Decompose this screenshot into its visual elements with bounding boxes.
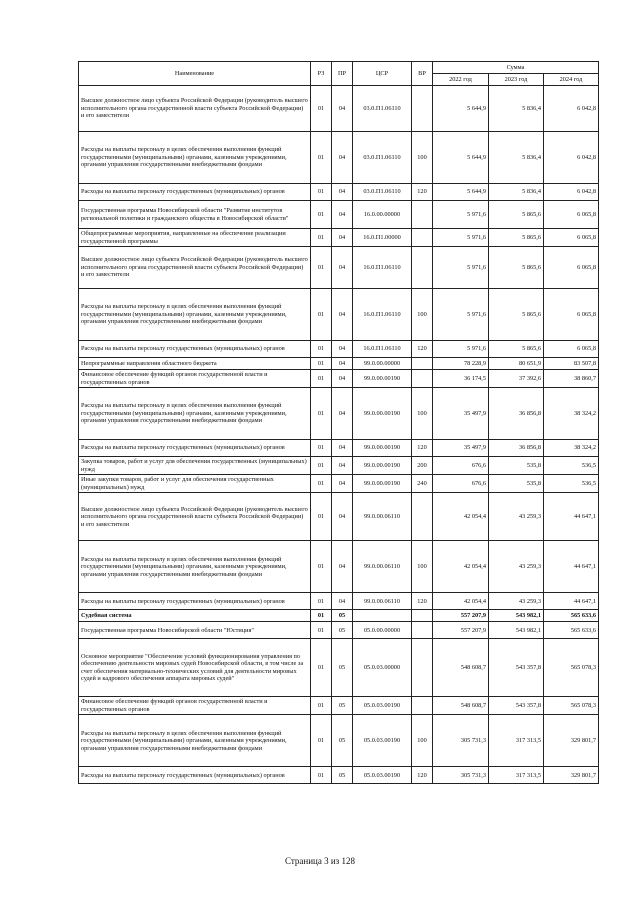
cell-y1: 42 054,4 bbox=[433, 493, 489, 541]
cell-y1: 5 971,6 bbox=[433, 247, 489, 289]
cell-y2: 43 259,3 bbox=[489, 593, 544, 610]
cell-vr: 120 bbox=[412, 767, 433, 784]
cell-name: Расходы на выплаты персоналу в целях обеспечения выполнения функций государственными (муниципальными) органами, казенными учреждениями, органами управления государственными внебюджетными фондами bbox=[79, 388, 311, 440]
cell-y3: 38 324,2 bbox=[544, 440, 599, 457]
cell-csr bbox=[353, 610, 412, 622]
table-row bbox=[79, 289, 599, 341]
cell-csr: 05.0.03.00190 bbox=[353, 715, 412, 767]
cell-csr: 99.0.00.06110 bbox=[353, 593, 412, 610]
cell-y3: 38 860,7 bbox=[544, 370, 599, 388]
cell-vr bbox=[412, 229, 433, 247]
cell-rz: 01 bbox=[311, 593, 332, 610]
cell-vr bbox=[412, 358, 433, 370]
budget-table bbox=[78, 61, 599, 784]
cell-csr: 16.0.00.00000 bbox=[353, 201, 412, 229]
cell-y3: 565 633,6 bbox=[544, 622, 599, 639]
col-header-csr: ЦСР bbox=[353, 62, 412, 86]
table-row bbox=[79, 697, 599, 715]
cell-y1: 5 644,9 bbox=[433, 86, 489, 132]
cell-y1: 676,6 bbox=[433, 457, 489, 475]
table-row bbox=[79, 86, 599, 132]
cell-y3: 38 324,2 bbox=[544, 388, 599, 440]
cell-vr bbox=[412, 697, 433, 715]
cell-y3: 565 078,3 bbox=[544, 697, 599, 715]
cell-y3: 44 647,1 bbox=[544, 493, 599, 541]
cell-pr: 05 bbox=[332, 715, 353, 767]
cell-pr: 04 bbox=[332, 440, 353, 457]
table-row bbox=[79, 639, 599, 697]
cell-y1: 5 971,6 bbox=[433, 229, 489, 247]
cell-rz: 01 bbox=[311, 388, 332, 440]
table-row bbox=[79, 201, 599, 229]
cell-rz: 01 bbox=[311, 86, 332, 132]
table-row bbox=[79, 541, 599, 593]
cell-y2: 317 313,5 bbox=[489, 767, 544, 784]
cell-y2: 543 357,8 bbox=[489, 639, 544, 697]
table-row bbox=[79, 610, 599, 622]
cell-y1: 78 228,9 bbox=[433, 358, 489, 370]
cell-y1: 35 497,9 bbox=[433, 440, 489, 457]
cell-vr bbox=[412, 639, 433, 697]
table-row bbox=[79, 184, 599, 201]
cell-pr: 04 bbox=[332, 184, 353, 201]
cell-y3: 536,5 bbox=[544, 475, 599, 493]
cell-csr: 99.0.00.00000 bbox=[353, 358, 412, 370]
cell-rz: 01 bbox=[311, 493, 332, 541]
cell-rz: 01 bbox=[311, 639, 332, 697]
cell-vr: 100 bbox=[412, 289, 433, 341]
cell-rz: 01 bbox=[311, 247, 332, 289]
cell-y3: 6 042,8 bbox=[544, 132, 599, 184]
cell-csr: 03.0.П1.06110 bbox=[353, 184, 412, 201]
table-row bbox=[79, 622, 599, 639]
cell-y2: 543 982,1 bbox=[489, 610, 544, 622]
cell-y1: 5 971,6 bbox=[433, 341, 489, 358]
cell-rz: 01 bbox=[311, 358, 332, 370]
cell-rz: 01 bbox=[311, 229, 332, 247]
cell-pr: 04 bbox=[332, 247, 353, 289]
cell-pr: 04 bbox=[332, 201, 353, 229]
cell-y3: 83 507,8 bbox=[544, 358, 599, 370]
col-header-name: Наименование bbox=[79, 62, 311, 86]
cell-csr: 16.0.П1.06110 bbox=[353, 247, 412, 289]
cell-y2: 5 836,4 bbox=[489, 132, 544, 184]
cell-y2: 43 259,3 bbox=[489, 493, 544, 541]
cell-y2: 5 865,6 bbox=[489, 229, 544, 247]
cell-pr: 04 bbox=[332, 229, 353, 247]
cell-y2: 5 865,6 bbox=[489, 341, 544, 358]
cell-y1: 5 971,6 bbox=[433, 289, 489, 341]
cell-name: Расходы на выплаты персоналу государственных (муниципальных) органов bbox=[79, 593, 311, 610]
cell-csr: 05.0.03.00190 bbox=[353, 767, 412, 784]
cell-y2: 535,8 bbox=[489, 457, 544, 475]
cell-y2: 80 651,9 bbox=[489, 358, 544, 370]
cell-rz: 01 bbox=[311, 610, 332, 622]
cell-csr: 99.0.00.06110 bbox=[353, 493, 412, 541]
col-header-year-2024: 2024 год bbox=[544, 74, 599, 86]
cell-pr: 04 bbox=[332, 541, 353, 593]
cell-name: Иные закупки товаров, работ и услуг для обеспечения государственных (муниципальных) нужд bbox=[79, 475, 311, 493]
table-row bbox=[79, 440, 599, 457]
cell-pr: 04 bbox=[332, 593, 353, 610]
cell-name: Государственная программа Новосибирской области "Развитие институтов региональной политики и гражданского общества в Новосибирской области" bbox=[79, 201, 311, 229]
cell-rz: 01 bbox=[311, 289, 332, 341]
cell-vr bbox=[412, 493, 433, 541]
cell-csr: 05.0.03.00190 bbox=[353, 697, 412, 715]
col-header-sums: Сумма bbox=[433, 62, 599, 74]
cell-pr: 05 bbox=[332, 622, 353, 639]
cell-y1: 305 731,3 bbox=[433, 715, 489, 767]
cell-y1: 42 054,4 bbox=[433, 541, 489, 593]
cell-csr: 99.0.00.00190 bbox=[353, 440, 412, 457]
cell-rz: 01 bbox=[311, 341, 332, 358]
col-header-year-2023: 2023 год bbox=[489, 74, 544, 86]
cell-pr: 04 bbox=[332, 86, 353, 132]
cell-csr: 99.0.00.00190 bbox=[353, 457, 412, 475]
cell-pr: 04 bbox=[332, 132, 353, 184]
cell-y2: 36 856,8 bbox=[489, 388, 544, 440]
cell-rz: 01 bbox=[311, 440, 332, 457]
cell-y2: 5 836,4 bbox=[489, 184, 544, 201]
cell-y3: 536,5 bbox=[544, 457, 599, 475]
cell-y3: 565 633,6 bbox=[544, 610, 599, 622]
cell-y1: 557 207,9 bbox=[433, 622, 489, 639]
cell-y1: 548 608,7 bbox=[433, 639, 489, 697]
cell-pr: 05 bbox=[332, 639, 353, 697]
cell-vr bbox=[412, 622, 433, 639]
page-number: Страница 3 из 128 bbox=[285, 856, 355, 866]
cell-name: Закупка товаров, работ и услуг для обеспечения государственных (муниципальных) нужд bbox=[79, 457, 311, 475]
cell-name: Финансовое обеспечение функций органов государственной власти и государственных органов bbox=[79, 697, 311, 715]
cell-csr: 99.0.00.06110 bbox=[353, 541, 412, 593]
cell-name: Государственная программа Новосибирской области "Юстиция" bbox=[79, 622, 311, 639]
table-row bbox=[79, 767, 599, 784]
cell-name: Расходы на выплаты персоналу государственных (муниципальных) органов bbox=[79, 341, 311, 358]
cell-pr: 04 bbox=[332, 493, 353, 541]
cell-y3: 6 065,8 bbox=[544, 229, 599, 247]
cell-y1: 5 971,6 bbox=[433, 201, 489, 229]
cell-y3: 6 042,8 bbox=[544, 86, 599, 132]
cell-y1: 557 207,9 bbox=[433, 610, 489, 622]
cell-csr: 99.0.00.00190 bbox=[353, 388, 412, 440]
cell-y1: 305 731,3 bbox=[433, 767, 489, 784]
table-row bbox=[79, 229, 599, 247]
cell-vr bbox=[412, 370, 433, 388]
col-header-vr: ВР bbox=[412, 62, 433, 86]
table-body bbox=[79, 86, 599, 784]
cell-rz: 01 bbox=[311, 184, 332, 201]
cell-csr: 05.0.00.00000 bbox=[353, 622, 412, 639]
cell-name: Расходы на выплаты персоналу государственных (муниципальных) органов bbox=[79, 184, 311, 201]
cell-rz: 01 bbox=[311, 715, 332, 767]
table-row bbox=[79, 247, 599, 289]
cell-y1: 42 054,4 bbox=[433, 593, 489, 610]
cell-name: Высшее должностное лицо субъекта Российской Федерации (руководитель высшего исполнительного органа государственной власти субъекта Российской Федерации) и его заместители bbox=[79, 247, 311, 289]
cell-pr: 04 bbox=[332, 388, 353, 440]
cell-vr: 100 bbox=[412, 541, 433, 593]
cell-vr: 120 bbox=[412, 184, 433, 201]
cell-y2: 36 856,8 bbox=[489, 440, 544, 457]
cell-rz: 01 bbox=[311, 457, 332, 475]
cell-name: Расходы на выплаты персоналу в целях обеспечения выполнения функций государственными (муниципальными) органами, казенными учреждениями, органами управления государственными внебюджетными фондами bbox=[79, 715, 311, 767]
cell-name: Непрограммные направления областного бюджета bbox=[79, 358, 311, 370]
cell-y1: 5 644,9 bbox=[433, 132, 489, 184]
table-row bbox=[79, 475, 599, 493]
cell-y2: 535,8 bbox=[489, 475, 544, 493]
cell-y1: 36 174,5 bbox=[433, 370, 489, 388]
table-row bbox=[79, 358, 599, 370]
cell-csr: 03.0.П1.06110 bbox=[353, 86, 412, 132]
cell-name: Расходы на выплаты персоналу в целях обеспечения выполнения функций государственными (муниципальными) органами, казенными учреждениями, органами управления государственными внебюджетными фондами bbox=[79, 132, 311, 184]
cell-y3: 44 647,1 bbox=[544, 541, 599, 593]
cell-name: Судебная система bbox=[79, 610, 311, 622]
cell-pr: 05 bbox=[332, 767, 353, 784]
cell-name: Расходы на выплаты персоналу государственных (муниципальных) органов bbox=[79, 767, 311, 784]
cell-y3: 6 065,8 bbox=[544, 341, 599, 358]
cell-y3: 565 078,3 bbox=[544, 639, 599, 697]
cell-y2: 5 865,6 bbox=[489, 247, 544, 289]
cell-y2: 5 865,6 bbox=[489, 289, 544, 341]
cell-name: Расходы на выплаты персоналу в целях обеспечения выполнения функций государственными (муниципальными) органами, казенными учреждениями, органами управления государственными внебюджетными фондами bbox=[79, 541, 311, 593]
table-row bbox=[79, 593, 599, 610]
cell-pr: 05 bbox=[332, 697, 353, 715]
col-header-rz: РЗ bbox=[311, 62, 332, 86]
cell-vr bbox=[412, 610, 433, 622]
cell-csr: 16.0.П1.06110 bbox=[353, 289, 412, 341]
cell-y2: 5 865,6 bbox=[489, 201, 544, 229]
cell-y3: 6 065,8 bbox=[544, 289, 599, 341]
cell-pr: 04 bbox=[332, 289, 353, 341]
cell-csr: 16.0.П1.06110 bbox=[353, 341, 412, 358]
cell-name: Расходы на выплаты персоналу государственных (муниципальных) органов bbox=[79, 440, 311, 457]
cell-pr: 04 bbox=[332, 341, 353, 358]
cell-name: Расходы на выплаты персоналу в целях обеспечения выполнения функций государственными (муниципальными) органами, казенными учреждениями, органами управления государственными внебюджетными фондами bbox=[79, 289, 311, 341]
cell-csr: 99.0.00.00190 bbox=[353, 370, 412, 388]
cell-vr: 240 bbox=[412, 475, 433, 493]
cell-rz: 01 bbox=[311, 767, 332, 784]
cell-y2: 543 357,8 bbox=[489, 697, 544, 715]
cell-y3: 329 801,7 bbox=[544, 715, 599, 767]
cell-vr: 100 bbox=[412, 388, 433, 440]
cell-pr: 05 bbox=[332, 610, 353, 622]
cell-rz: 01 bbox=[311, 541, 332, 593]
cell-y3: 44 647,1 bbox=[544, 593, 599, 610]
cell-y3: 6 065,8 bbox=[544, 201, 599, 229]
cell-name: Высшее должностное лицо субъекта Российской Федерации (руководитель высшего исполнительного органа государственной власти субъекта Российской Федерации) и его заместители bbox=[79, 86, 311, 132]
table-row bbox=[79, 370, 599, 388]
cell-vr: 120 bbox=[412, 341, 433, 358]
cell-y1: 676,6 bbox=[433, 475, 489, 493]
cell-pr: 04 bbox=[332, 457, 353, 475]
cell-y2: 317 313,5 bbox=[489, 715, 544, 767]
cell-vr: 100 bbox=[412, 715, 433, 767]
cell-csr: 03.0.П1.06110 bbox=[353, 132, 412, 184]
cell-vr: 120 bbox=[412, 593, 433, 610]
cell-pr: 04 bbox=[332, 475, 353, 493]
cell-csr: 99.0.00.00190 bbox=[353, 475, 412, 493]
cell-rz: 01 bbox=[311, 370, 332, 388]
cell-y1: 35 497,9 bbox=[433, 388, 489, 440]
table-row bbox=[79, 388, 599, 440]
cell-rz: 01 bbox=[311, 622, 332, 639]
cell-y1: 548 608,7 bbox=[433, 697, 489, 715]
cell-rz: 01 bbox=[311, 201, 332, 229]
cell-name: Общепрограммные мероприятия, направленные на обеспечение реализации государственной программы bbox=[79, 229, 311, 247]
cell-name: Основное мероприятие "Обеспечение условий функционирования управления по обеспечению деятельности мировых судей Новосибирской области, в том числе за счет обеспечения материально-технических условий для деятельности мировых судей и кадрового обеспечения аппарата мировых судей" bbox=[79, 639, 311, 697]
cell-rz: 01 bbox=[311, 697, 332, 715]
cell-name: Финансовое обеспечение функций органов государственной власти и государственных органов bbox=[79, 370, 311, 388]
table-row bbox=[79, 457, 599, 475]
cell-vr: 120 bbox=[412, 440, 433, 457]
cell-y2: 37 392,6 bbox=[489, 370, 544, 388]
cell-name: Высшее должностное лицо субъекта Российской Федерации (руководитель высшего исполнительного органа государственной власти субъекта Российской Федерации) и его заместители bbox=[79, 493, 311, 541]
cell-y1: 5 644,9 bbox=[433, 184, 489, 201]
cell-y2: 543 982,1 bbox=[489, 622, 544, 639]
cell-rz: 01 bbox=[311, 475, 332, 493]
cell-vr bbox=[412, 201, 433, 229]
cell-pr: 04 bbox=[332, 358, 353, 370]
table-row bbox=[79, 132, 599, 184]
cell-rz: 01 bbox=[311, 132, 332, 184]
cell-vr bbox=[412, 86, 433, 132]
col-header-pr: ПР bbox=[332, 62, 353, 86]
cell-csr: 05.0.03.00000 bbox=[353, 639, 412, 697]
cell-y2: 43 259,3 bbox=[489, 541, 544, 593]
col-header-year-2022: 2022 год bbox=[433, 74, 489, 86]
cell-vr: 200 bbox=[412, 457, 433, 475]
cell-csr: 16.0.П1.00000 bbox=[353, 229, 412, 247]
cell-vr: 100 bbox=[412, 132, 433, 184]
cell-pr: 04 bbox=[332, 370, 353, 388]
table-row bbox=[79, 341, 599, 358]
table-row bbox=[79, 715, 599, 767]
table-row bbox=[79, 493, 599, 541]
cell-y3: 6 065,8 bbox=[544, 247, 599, 289]
cell-y2: 5 836,4 bbox=[489, 86, 544, 132]
cell-y3: 329 801,7 bbox=[544, 767, 599, 784]
cell-vr bbox=[412, 247, 433, 289]
cell-y3: 6 042,8 bbox=[544, 184, 599, 201]
table-header-row bbox=[79, 62, 599, 74]
